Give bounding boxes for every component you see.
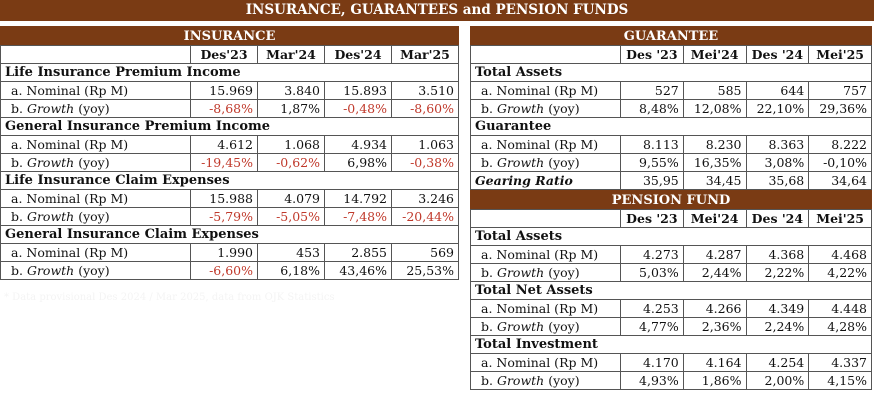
column-header-blank xyxy=(471,210,621,228)
guarantee-panel xyxy=(470,26,872,390)
nominal-value: 15.893 xyxy=(325,82,392,100)
growth-label-prefix: b. xyxy=(481,101,493,116)
growth-value: -8,60% xyxy=(392,100,459,118)
section-title-row xyxy=(1,226,459,244)
column-header: Mei'25 xyxy=(809,46,872,64)
column-header-row xyxy=(471,210,872,228)
nominal-label: a. Nominal (Rp M) xyxy=(471,300,621,318)
nominal-value: 644 xyxy=(746,82,809,100)
nominal-value: 4.266 xyxy=(683,300,746,318)
nominal-label: a. Nominal (Rp M) xyxy=(471,246,621,264)
growth-value: 2,00% xyxy=(746,372,809,390)
section-title: Life Insurance Claim Expenses xyxy=(1,172,459,190)
growth-label-prefix: b. xyxy=(481,155,493,170)
growth-row xyxy=(1,208,459,226)
nominal-value: 1.063 xyxy=(392,136,459,154)
growth-value: -5,05% xyxy=(258,208,325,226)
growth-value: 4,77% xyxy=(621,318,684,336)
growth-label-prefix: b. xyxy=(481,319,493,334)
growth-value: 4,28% xyxy=(809,318,872,336)
nominal-row xyxy=(1,136,459,154)
gearing-value: 34,45 xyxy=(683,172,746,190)
growth-value: 25,53% xyxy=(392,262,459,280)
nominal-value: 4.934 xyxy=(325,136,392,154)
nominal-row xyxy=(471,354,872,372)
nominal-value: 4.612 xyxy=(191,136,258,154)
nominal-row xyxy=(1,82,459,100)
growth-value: 5,03% xyxy=(621,264,684,282)
nominal-row xyxy=(471,136,872,154)
growth-label-italic: Growth xyxy=(26,209,75,224)
growth-row xyxy=(471,264,872,282)
section-title-row xyxy=(1,64,459,82)
growth-value: 12,08% xyxy=(683,100,746,118)
growth-value: 8,48% xyxy=(621,100,684,118)
column-header-row xyxy=(471,46,872,64)
growth-value: -0,38% xyxy=(392,154,459,172)
insurance-panel xyxy=(0,26,459,280)
nominal-value: 15.969 xyxy=(191,82,258,100)
growth-row xyxy=(1,100,459,118)
growth-label-prefix: b. xyxy=(11,209,23,224)
growth-label xyxy=(471,100,621,118)
growth-label-italic: Growth xyxy=(496,101,545,116)
growth-value: 3,08% xyxy=(746,154,809,172)
gearing-value: 35,95 xyxy=(621,172,684,190)
growth-value: 6,18% xyxy=(258,262,325,280)
footnote: * Data provisional Des 2024 / Mar 2025, data from OJK Statistics xyxy=(4,292,335,303)
column-header: Mar'24 xyxy=(258,46,325,64)
nominal-value: 2.855 xyxy=(325,244,392,262)
growth-value: 4,15% xyxy=(809,372,872,390)
growth-row xyxy=(471,318,872,336)
nominal-label: a. Nominal (Rp M) xyxy=(471,354,621,372)
nominal-value: 8.230 xyxy=(683,136,746,154)
growth-label-italic: Growth xyxy=(496,265,545,280)
growth-value: 2,36% xyxy=(683,318,746,336)
growth-label-prefix: b. xyxy=(481,265,493,280)
growth-label xyxy=(1,208,191,226)
growth-label-suffix: (yoy) xyxy=(548,155,580,170)
gearing-value: 35,68 xyxy=(746,172,809,190)
growth-row xyxy=(1,154,459,172)
nominal-value: 569 xyxy=(392,244,459,262)
growth-label-italic: Growth xyxy=(496,155,545,170)
nominal-label: a. Nominal (Rp M) xyxy=(471,82,621,100)
nominal-value: 585 xyxy=(683,82,746,100)
nominal-value: 4.368 xyxy=(746,246,809,264)
growth-row xyxy=(1,262,459,280)
nominal-value: 3.840 xyxy=(258,82,325,100)
column-header: Mar'25 xyxy=(392,46,459,64)
page-title: INSURANCE, GUARANTEES and PENSION FUNDS xyxy=(0,0,874,21)
growth-value: 29,36% xyxy=(809,100,872,118)
growth-value: 43,46% xyxy=(325,262,392,280)
growth-label-prefix: b. xyxy=(11,101,23,116)
nominal-value: 4.448 xyxy=(809,300,872,318)
section-title-row xyxy=(471,64,872,82)
nominal-value: 4.273 xyxy=(621,246,684,264)
growth-label-suffix: (yoy) xyxy=(78,209,110,224)
section-title-row xyxy=(471,336,872,354)
growth-value: 1,86% xyxy=(683,372,746,390)
nominal-row xyxy=(471,246,872,264)
growth-value: -0,10% xyxy=(809,154,872,172)
nominal-row xyxy=(471,82,872,100)
growth-label-suffix: (yoy) xyxy=(548,265,580,280)
nominal-label: a. Nominal (Rp M) xyxy=(1,190,191,208)
section-title-row xyxy=(1,118,459,136)
growth-label xyxy=(471,264,621,282)
nominal-value: 8.222 xyxy=(809,136,872,154)
section-title-row xyxy=(471,282,872,300)
growth-label-suffix: (yoy) xyxy=(548,319,580,334)
growth-value: -6,60% xyxy=(191,262,258,280)
growth-value: 2,44% xyxy=(683,264,746,282)
growth-label-suffix: (yoy) xyxy=(78,101,110,116)
section-title: General Insurance Claim Expenses xyxy=(1,226,459,244)
nominal-value: 1.990 xyxy=(191,244,258,262)
column-header-blank xyxy=(1,46,191,64)
insurance-header: INSURANCE xyxy=(0,26,459,45)
growth-value: -7,48% xyxy=(325,208,392,226)
section-title: Guarantee xyxy=(471,118,872,136)
growth-label-italic: Growth xyxy=(26,101,75,116)
growth-label xyxy=(1,154,191,172)
growth-value: -0,48% xyxy=(325,100,392,118)
column-header-blank xyxy=(471,46,621,64)
growth-label-italic: Growth xyxy=(496,373,545,388)
nominal-value: 3.246 xyxy=(392,190,459,208)
guarantee-header: GUARANTEE xyxy=(470,26,872,45)
nominal-value: 4.349 xyxy=(746,300,809,318)
section-title-row xyxy=(471,228,872,246)
growth-value: 22,10% xyxy=(746,100,809,118)
section-title: Total Assets xyxy=(471,64,872,82)
nominal-value: 527 xyxy=(621,82,684,100)
section-title: Total Net Assets xyxy=(471,282,872,300)
growth-label xyxy=(1,100,191,118)
nominal-value: 8.113 xyxy=(621,136,684,154)
nominal-label: a. Nominal (Rp M) xyxy=(471,136,621,154)
nominal-value: 8.363 xyxy=(746,136,809,154)
growth-label-prefix: b. xyxy=(11,155,23,170)
column-header: Des '23 xyxy=(621,210,684,228)
growth-row xyxy=(471,154,872,172)
nominal-value: 4.254 xyxy=(746,354,809,372)
growth-value: -5,79% xyxy=(191,208,258,226)
growth-value: 9,55% xyxy=(621,154,684,172)
column-header: Des '24 xyxy=(746,210,809,228)
gearing-row xyxy=(471,172,872,190)
nominal-value: 1.068 xyxy=(258,136,325,154)
growth-value: 16,35% xyxy=(683,154,746,172)
nominal-value: 4.253 xyxy=(621,300,684,318)
growth-label-italic: Growth xyxy=(26,155,75,170)
growth-value: 4,22% xyxy=(809,264,872,282)
nominal-value: 4.287 xyxy=(683,246,746,264)
growth-label xyxy=(471,372,621,390)
growth-label xyxy=(1,262,191,280)
nominal-value: 453 xyxy=(258,244,325,262)
column-header-row xyxy=(1,46,459,64)
section-title: General Insurance Premium Income xyxy=(1,118,459,136)
column-header: Des '23 xyxy=(621,46,684,64)
pension-table xyxy=(470,209,872,390)
nominal-row xyxy=(1,190,459,208)
growth-label-suffix: (yoy) xyxy=(548,101,580,116)
nominal-value: 4.079 xyxy=(258,190,325,208)
growth-label-prefix: b. xyxy=(481,373,493,388)
nominal-value: 4.337 xyxy=(809,354,872,372)
growth-value: 6,98% xyxy=(325,154,392,172)
nominal-label: a. Nominal (Rp M) xyxy=(1,136,191,154)
growth-value: -19,45% xyxy=(191,154,258,172)
growth-value: 4,93% xyxy=(621,372,684,390)
growth-label-italic: Growth xyxy=(26,263,75,278)
section-title: Total Investment xyxy=(471,336,872,354)
gearing-label: Gearing Ratio xyxy=(471,172,621,190)
section-title-row xyxy=(471,118,872,136)
section-title: Life Insurance Premium Income xyxy=(1,64,459,82)
growth-row xyxy=(471,372,872,390)
growth-label-suffix: (yoy) xyxy=(78,263,110,278)
growth-label-italic: Growth xyxy=(496,319,545,334)
nominal-value: 15.988 xyxy=(191,190,258,208)
column-header: Mei'25 xyxy=(809,210,872,228)
gearing-value: 34,64 xyxy=(809,172,872,190)
nominal-value: 4.468 xyxy=(809,246,872,264)
nominal-value: 3.510 xyxy=(392,82,459,100)
column-header: Des '24 xyxy=(746,46,809,64)
guarantee-table xyxy=(470,45,872,190)
growth-label xyxy=(471,318,621,336)
column-header: Des'23 xyxy=(191,46,258,64)
growth-value: 2,24% xyxy=(746,318,809,336)
column-header: Des'24 xyxy=(325,46,392,64)
nominal-label: a. Nominal (Rp M) xyxy=(1,82,191,100)
nominal-row xyxy=(471,300,872,318)
column-header: Mei'24 xyxy=(683,210,746,228)
insurance-table xyxy=(0,45,459,280)
growth-value: -8,68% xyxy=(191,100,258,118)
nominal-value: 14.792 xyxy=(325,190,392,208)
growth-value: -20,44% xyxy=(392,208,459,226)
nominal-label: a. Nominal (Rp M) xyxy=(1,244,191,262)
nominal-value: 4.164 xyxy=(683,354,746,372)
nominal-row xyxy=(1,244,459,262)
growth-label-prefix: b. xyxy=(11,263,23,278)
nominal-value: 4.170 xyxy=(621,354,684,372)
section-title: Total Assets xyxy=(471,228,872,246)
growth-value: -0,62% xyxy=(258,154,325,172)
growth-value: 1,87% xyxy=(258,100,325,118)
growth-label xyxy=(471,154,621,172)
growth-label-suffix: (yoy) xyxy=(78,155,110,170)
growth-label-suffix: (yoy) xyxy=(548,373,580,388)
section-title-row xyxy=(1,172,459,190)
nominal-value: 757 xyxy=(809,82,872,100)
growth-value: 2,22% xyxy=(746,264,809,282)
column-header: Mei'24 xyxy=(683,46,746,64)
growth-row xyxy=(471,100,872,118)
pension-header: PENSION FUND xyxy=(470,190,872,209)
